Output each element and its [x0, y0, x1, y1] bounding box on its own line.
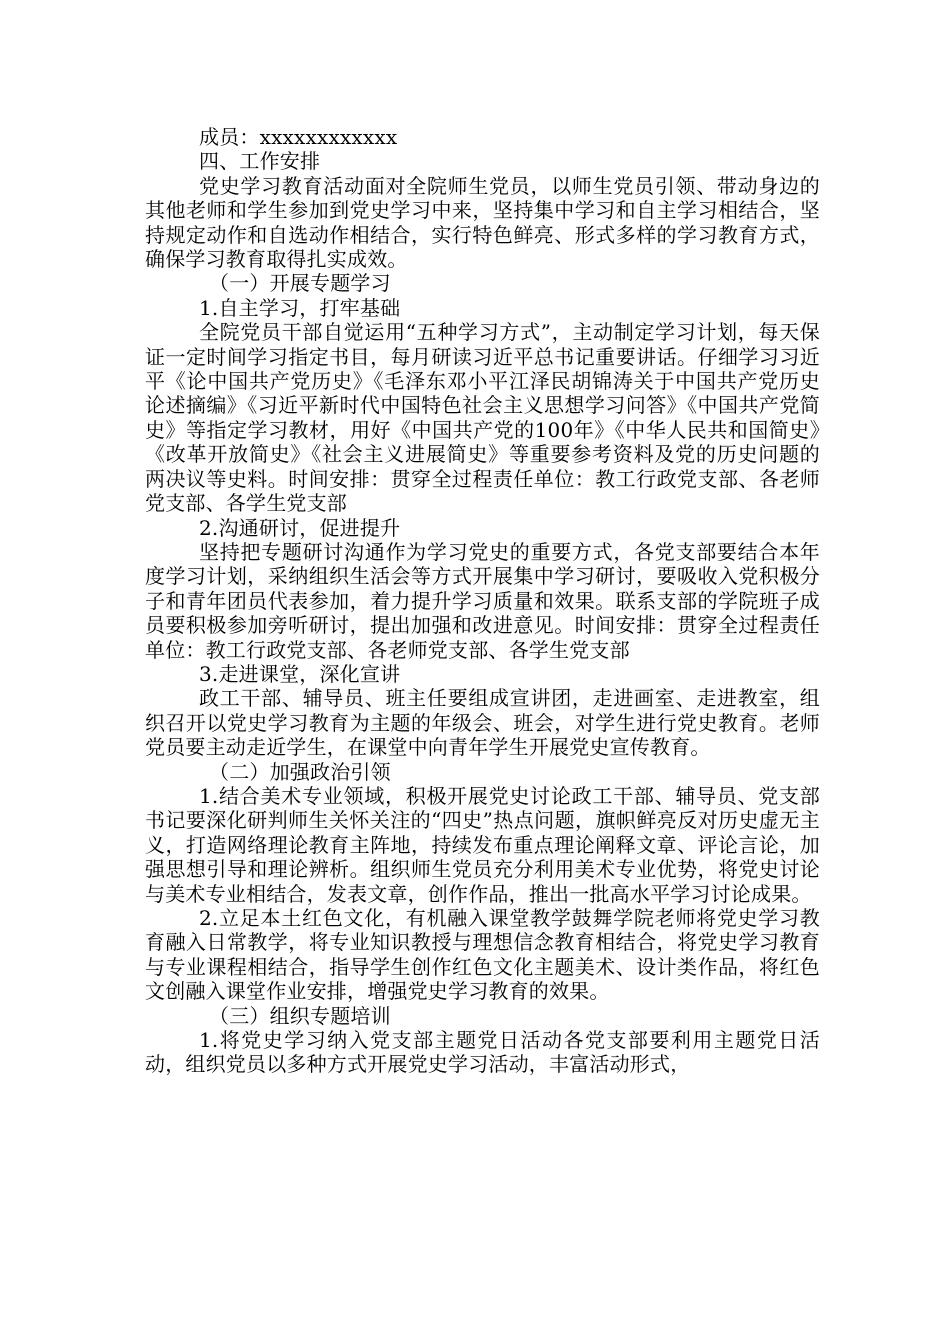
heading-section-3: （三）组织专题培训	[209, 1003, 391, 1028]
heading-work-arrangement: 四、工作安排	[199, 149, 321, 174]
paragraph-item-3-1: 1.将党史学习纳入党支部主题党日活动各党支部要利用主题党日活动，组织党员以多种方式开展党史学习活动，丰富活动形式，	[145, 1028, 820, 1077]
heading-section-1: （一）开展专题学习	[209, 271, 391, 296]
heading-item-1-2: 2.沟通研讨，促进提升	[199, 515, 401, 540]
paragraph-intro: 党史学习教育活动面对全院师生党员，以师生党员引领、带动身边的其他老师和学生参加到党史学习中来，坚持集中学习和自主学习相结合，坚持规定动作和自选动作相结合，实行特色鲜亮、形式多样的学习教育方式，确保学习教育取得扎实成效。	[145, 173, 820, 272]
heading-section-2: （二）加强政治引领	[209, 759, 391, 784]
paragraph-item-2-2: 2.立足本土红色文化，有机融入课堂教学鼓舞学院老师将党史学习教育融入日常教学，将专业知识教授与理想信念教育相结合，将党史学习教育与专业课程相结合，指导学生创作红色文化主题美术、设计类作品，将红色文创融入课堂作业安排，增强党史学习教育的效果。	[145, 906, 820, 1004]
paragraph-item-2-1: 1.结合美术专业领域，积极开展党史讨论政工干部、辅导员、党支部书记要深化研判师生关怀关注的“四史”热点问题，旗帜鲜亮反对历史虚无主义，打造网络理论教育主阵地，持续发布重点理论阐释文章、评论言论，加强思想引导和理论辨析。组织师生党员充分利用美术专业优势，将党史讨论与美术专业相结合，发表文章，创作作品，推出一批高水平学习讨论成果。	[145, 783, 820, 906]
document-body	[145, 125, 820, 1077]
paragraph-item-1-3: 政工干部、辅导员、班主任要组成宣讲团，走进画室、走进教室，组织召开以党史学习教育为主题的年级会、班会，对学生进行党史教育。老师党员要主动走近学生，在课堂中向青年学生开展党史宣传教育。	[145, 686, 820, 760]
heading-item-1-3: 3.走进课堂，深化宣讲	[199, 661, 401, 686]
paragraph-members: 成员：xxxxxxxxxxxx	[199, 125, 398, 149]
paragraph-item-1-2: 坚持把专题研讨沟通作为学习党史的重要方式，各党支部要结合本年度学习计划，采纳组织生活会等方式开展集中学习研讨，要吸收入党积极分子和青年团员代表参加，着力提升学习质量和效果。联系支部的学院班子成员要积极参加旁听研讨，提出加强和改进意见。时间安排：贯穿全过程责任单位：教工行政党支部、各老师党支部、各学生党支部	[145, 539, 820, 662]
heading-item-1-1: 1.自主学习，打牢基础	[199, 295, 401, 320]
paragraph-item-1-1: 全院党员干部自觉运用“五种学习方式”，主动制定学习计划，每天保证一定时间学习指定书目，每月研读习近平总书记重要讲话。仔细学习习近平《论中国共产党历史》《毛泽东邓小平江泽民胡锦涛关于中国共产党历史论述摘编》《习近平新时代中国特色社会主义思想学习问答》《中国共产党简史》等指定学习教材，用好《中国共产党的100年》《中华人民共和国简史》《改革开放简史》《社会主义进展简史》等重要参考资料及党的历史问题的两决议等史料。时间安排：贯穿全过程责任单位：教工行政党支部、各老师党支部、各学生党支部	[145, 320, 820, 516]
